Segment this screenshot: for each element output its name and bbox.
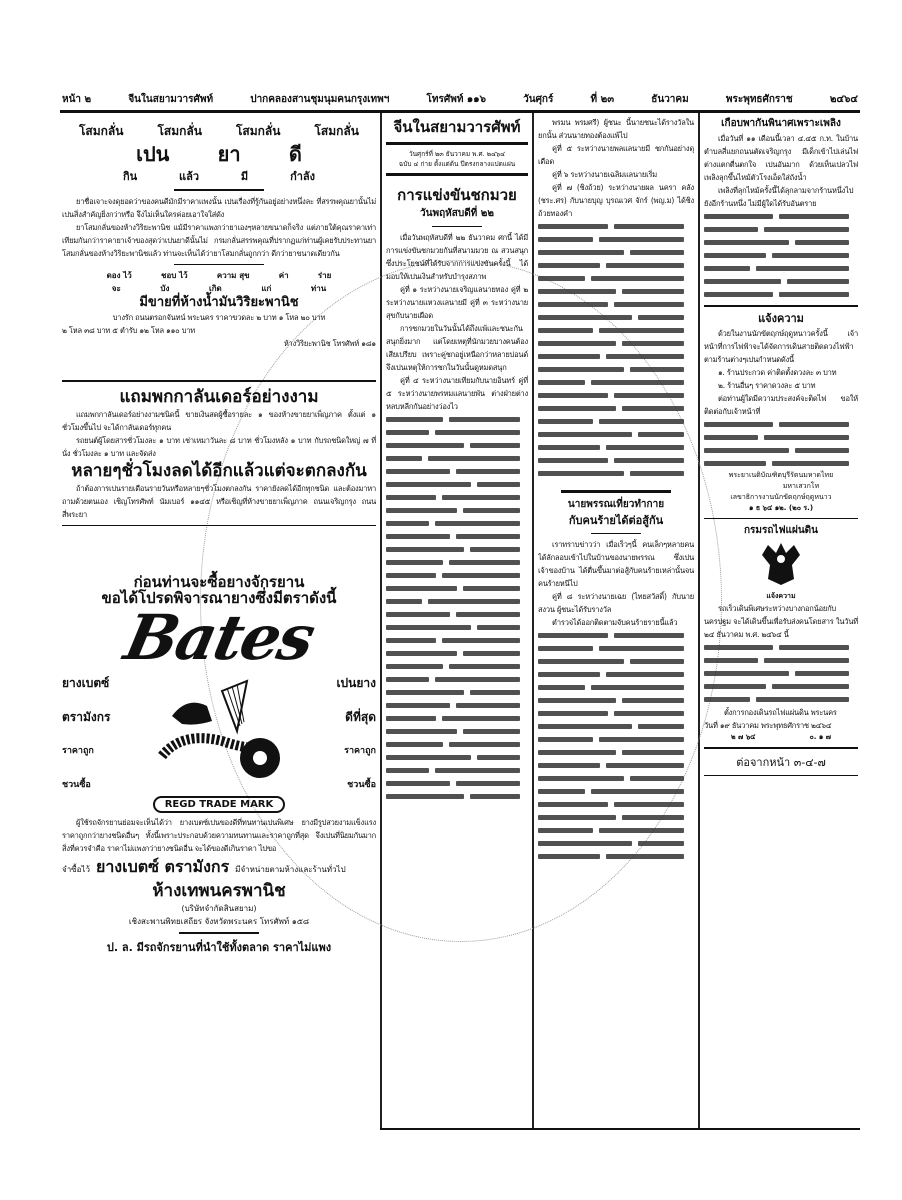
headline-word: ยา [217, 142, 241, 166]
article-paragraph: คู่ที่ ๕ ระหว่างนายพลแลนายมี ชกกันอย่างดุเดือด [538, 144, 694, 166]
bates-right-label: ชวนซื้อ [347, 780, 376, 790]
column-divider [532, 113, 534, 1130]
date: ที่ ๒๓ [590, 93, 615, 105]
article2-paragraph: ตำรวจได้ออกติดตามจับคนร้ายรายนี้แล้ว [552, 618, 678, 627]
subline-word: มี [240, 170, 249, 183]
masthead [62, 88, 858, 110]
headline-word: ดี [288, 142, 302, 166]
bates-right-label: เปนยาง [336, 676, 376, 690]
bates-logo: Bates [118, 601, 320, 674]
benefit-word: แก่ [261, 284, 272, 293]
column-1 [62, 116, 376, 1130]
dragon-tire-illustration-icon [152, 676, 292, 786]
phone: โทรศัพท์ ๑๑๖ [426, 93, 486, 105]
column-2 [386, 116, 528, 1130]
article2-title: นายพรรณเที่ยวทำกาย [567, 499, 665, 510]
benefit-word: ท่าน [310, 284, 327, 293]
article-text-block [704, 641, 858, 706]
month: ธันวาคม [651, 93, 689, 105]
notice2-signature: ตั้งการกองเดินรถไฟแผ่นดิน พระนคร [724, 708, 837, 717]
ad-bates [62, 574, 376, 956]
divider [704, 305, 858, 307]
bottom-rule [380, 1128, 860, 1130]
paper-name: จีนในสยามวารศัพท์ [128, 93, 214, 105]
bates-left-label: ชวนซื้อ [62, 780, 91, 790]
divider [179, 932, 259, 934]
divider [704, 518, 858, 520]
bates-left-label: ราคาถูก [62, 746, 94, 756]
address: บางรัก ถนนตรอกจันทน์ พระนคร ราคาขวดละ ๒ บาท ๑ โหล ๒๐ บาท [112, 313, 326, 322]
divider [386, 173, 528, 176]
notice-signature: มหาเสวกโท [782, 481, 820, 490]
benefit-word: จะ [111, 284, 121, 293]
calendar-paragraph: รถยนต์ผู้โดยสารชั่วโมงละ ๑ บาท เช่าเหมาวันละ ๘ บาท ชั่วโมงหลัง ๑ บาท กับรถชนิดใหญ่ ๗ ที่นั่ง ชั่วโมงละ ๑ บาท และจัดส่ง [62, 435, 376, 458]
sold-at: มีจำหน่ายตามห้างและร้านทั่วไป [235, 865, 346, 874]
notice-paragraph: ต่อท่านผู้ใดมีความประสงค์จะติดไฟ ขอให้ติดต่อกับเจ้าหน้าที่ [704, 393, 858, 416]
calendar-headline: หลายๆชั่วโมงลดได้อีกแล้วแต่จะตกลงกัน [71, 460, 367, 481]
bates-right-label: ราคาถูก [344, 746, 376, 756]
bates-left-label: ยางเบตซ์ [62, 676, 110, 690]
bates-footer: ป. ล. มีรถจักรยานที่นำใช้ทั้งตลาด ราคาไม่แพง [106, 940, 332, 954]
ad-tonic [62, 122, 376, 350]
signature: ห้างวิริยะพานิช โทรศัพท์ ๑๘๑ [283, 339, 376, 348]
article-text-block [538, 220, 694, 480]
notice2-code: ๐. ๑ ๗ [809, 733, 831, 741]
weekday: วันศุกร์ [523, 93, 554, 105]
tonic-brand: โสมกลั่น [78, 124, 124, 138]
article2-paragraph: เราทราบข่าวว่า เมื่อเร็วๆนี้ คนเล็กๆหลายคนได้ลักลอบเข้าไปในบ้านของนายพรรณ ซึ่งเปนเจ้าของบ้าน ได้ตื่นขึ้นมาต่อสู้กับคนร้ายเหล่านั้นจนคนร้ายหนีไป [538, 540, 694, 588]
subline-word: กำลัง [290, 170, 316, 183]
calendar-title: แถมพกกาลันเดอร์อย่างงาม [119, 386, 319, 407]
bates-left-label: ตรามังกร [62, 710, 111, 724]
company-name: ห้างเทพนครพานิช [152, 881, 286, 901]
notice2-code: ๒ ๗ ๖๔ [730, 733, 756, 741]
benefit-word: ร่าย [317, 271, 332, 280]
masthead-rule [60, 110, 860, 113]
ad-calendar [62, 386, 376, 521]
brand-line: ยางเบตซ์ ตรามังกร [95, 857, 230, 876]
notice2-paragraph: รถเร็วเดินพิเศษระหว่างบางกอกน้อยกับนครปฐม จะได้เดินขึ้นเพื่อรับส่งคนโดยสาร ในวันที่ ๒๔ ธันวาคม พ.ศ. ๒๔๖๔ นี้ [704, 604, 858, 639]
divider [62, 525, 376, 527]
bates-paragraph: ผู้ใช้รถจักรยานย่อมจะเห็นได้ว่า ยางเบตซ์เปนของดีที่ทนทานเปนพิเศษ ยางมีรูปสวยงามแข็งแรง ราคาถูกกว่ายางชนิดอื่นๆ ทั้งนี้เพราะประกอบด้วยความทนทานและราคาถูกที่สุด จึงเปนที่นิยมกันมาก สิ่งที่ควรจำคือ ราคาไม่แพงกว่ายางชนิดอื่น จะได้ของดีเกินราคา ไปขอ [62, 818, 376, 853]
trademark-badge: REGD TRADE MARK [153, 796, 286, 813]
column-4 [704, 116, 858, 1130]
tonic-brand: โสมกลั่น [157, 124, 202, 138]
bates-right-label: ดีที่สุด [345, 710, 376, 724]
divider [591, 533, 641, 534]
tonic-paragraph: ยาชื่อเจาะจงดุยอดว่าของคนดีมักมีราคาแพงนั้น เปนเรื่องที่รู้กันอยู่อย่างหนึ่งละ ที่สรรพคุณยานั้นไม่เปนสิ่งสำคัญยิ่งกว่าหรือ จึงไม่เห็นใครค่อยเอาใจใส่ดัง [62, 196, 376, 219]
notice-signature: เลขาธิการงานนักขัตฤกษ์ฤดูหนาว [730, 492, 832, 501]
tonic-brand: โสมกลั่น [314, 124, 359, 138]
article-paragraph: เมื่อวันพฤหัสบดีที่ ๒๒ ธันวาคม ศกนี้ ได้มีการแข่งขันชกมวยกันที่สนามมวย ณ สวนสนุก ซึ่งประโยชน์ที่ได้รับจากการแข่งขันครั้งนี้ ได้มอบให้เปนเงินสำหรับบำรุงสภาพ [386, 233, 528, 281]
section-banner: จีนในสยามวารศัพท์ [393, 118, 521, 136]
seller: มีขายที่ห้างน้ำมันวิริยะพานิช [139, 295, 299, 310]
page-number: หน้า ๒ [62, 93, 92, 105]
article-title: เกือบพากันพินาศเพราะเพลิง [721, 118, 841, 129]
article2-paragraph: คู่ที่ ๘ ระหว่างนายเฉย (ไทยสวัสดิ์) กับนายสงวน ผู้ชนะได้รับรางวัล [538, 592, 694, 614]
ornamental-divider [561, 490, 670, 493]
bates-headline: ขอได้โปรดพิจารณายางซึ่งมีตราดังนี้ [101, 589, 337, 607]
era: พระพุทธศักราช [725, 93, 793, 105]
garuda-emblem-icon [756, 539, 806, 587]
tonic-brand: โสมกลั่น [235, 124, 281, 138]
tonic-paragraph: ยาโสมกลั่นของห้างวิริยะพานิช แม้มีราคาแพงกว่ายาเองๆหลายขนาดก็จริง แต่ภายใต้คุณราคาเท่าเทียมกันกว่าราคายาเจ้าของสุดว่าเปนยาดีนั้นไม่ กรมกลั่นสรรพคุณที่ปรากฏแก่ท่านผู้เคยรับประทานยาโสมกลั่นของห้างวิริยะพานิชแล้ว ท่านจะเห็นได้ว่ายาโสมกลั่นถูกกว่า ดีกว่ายาขนาดเดียวกัน [62, 222, 376, 258]
benefit-word: ความ สุข [216, 271, 250, 280]
notice-paragraph: ๑. ร้านประกวด ค่าติดตั้งดวงละ ๓ บาท [718, 367, 837, 377]
notice2-date: วันที่ ๑๙ ธันวาคม พระพุทธศักราช ๒๔๖๔ [704, 721, 832, 730]
subline-word: แล้ว [179, 170, 200, 183]
column-3 [538, 116, 694, 1130]
article-paragraph: คู่ที่ ๑ ระหว่างนายเจริญแลนายทอง คู่ที่ ๒ ระหว่างนายแหวงแลนายมี คู่ที่ ๓ ระหว่างนายสุขกับนายเผือด [386, 285, 528, 320]
subline-word: กิน [122, 170, 138, 183]
continued-note: ต่อจากหน้า ๓-๔-๗ [736, 755, 826, 769]
banner-sub: วันศุกร์ที่ ๒๓ ธันวาคม พ.ศ. ๒๔๖๔ [408, 150, 506, 158]
notice2-title: กรมรถไฟแผ่นดิน [743, 525, 819, 536]
divider [704, 775, 858, 777]
article-paragraph: เพลิงที่ลุกไหม้ครั้งนี้ได้ลุกลามจากร้านหนึ่งไปยังอีกร้านหนึ่ง ไม่มีผู้ใดได้รับอันตราย [704, 186, 854, 208]
notice-paragraph: ๒. ร้านอื่นๆ ราคาดวงละ ๕ บาท [718, 380, 816, 390]
notice-paragraph: ด้วยในงานนักขัตฤกษ์ฤดูหนาวครั้งนี้ เจ้าหน้าที่การไฟฟ้าจะได้จัดการเดินสายติดดวงไฟฟ้าตามร้านต่างๆเปนกำหนดดังนี้ [704, 328, 858, 364]
notice-date: ๑ ธ ๖๔ ๑๒. (๒๐ ร.) [748, 503, 814, 512]
article-text-block [704, 418, 858, 470]
notice-title: แจ้งความ [758, 311, 804, 325]
article-text-block [386, 413, 528, 803]
article-paragraph: คู่ที่ ๔ ระหว่างนายเทียมกับนายอินทร์ คู่ที่ ๕ ระหว่างนายพรหมแลนายพัน ต่างฝ่ายต่างหลบหลีกกันอย่างว่องไว [386, 376, 528, 411]
article-paragraph: การชกมวยในวันนั้นได้ถึงแพ้และชนะกันสนุกยิ่งมาก แต่โดยเหตุที่นักมวยบางคนต้องเสียเปรียบ เพราะคู่ชกอยู่เหนือกว่าหลายปอนด์ จึงเปนเหตุให้การชกในวันนั้นดูหมดสนุก [386, 324, 528, 372]
company-address: เชิงสะพานพิทยเสถียร จังหวัดพระนคร โทรศัพท์ ๑๕๘ [128, 917, 310, 926]
article-paragraph: คู่ที่ ๖ ระหว่างนายเฉลิมแลนายเริ่ม [552, 170, 658, 179]
publisher: ปากคลองสานชุมนุมคนกรุงเทพฯ [250, 93, 390, 105]
divider [386, 142, 528, 145]
divider [62, 380, 376, 382]
year: ๒๔๖๔ [829, 93, 858, 105]
notice2-sub: แจ้งความ [766, 592, 796, 600]
article-paragraph: พรมน พรมศรี) ผู้ชนะ นี้นายชนะได้รางวัลในยกนั้น ส่วนนายทองต้องแพ้ไป [538, 118, 694, 140]
column-divider [380, 113, 382, 1130]
divider [432, 226, 482, 227]
buy-prefix: จำซื้อไว้ [62, 865, 90, 874]
article-text-block [704, 210, 858, 301]
column-divider [698, 113, 700, 1130]
benefit-word: เกิด [208, 284, 222, 293]
benefit-word: ค่า [278, 271, 289, 280]
banner-sub: ฉบับ ๔ ก่าย ตั้งแต่ต้น ปีตรงกลางแปดแผ่น [398, 160, 516, 168]
notice-signature: พระยาเนติบัณฑิตบุรีรัตนมหาดไทย [728, 470, 834, 479]
article-paragraph: เมื่อวันที่ ๑๑ เดือนนี้เวลา ๔.๔๕ ก.ท. ในบ้านตำบลสี่แยกถนนตัดเจริญกรุง มีเด็กเข้าไปเล่นไฟ ต่างแตกตื่นตกใจ เปนอันมาก ด้วยเห็นเปลวไฟ เพลิงลุกขึ้นไหม้ตัวโรงเอ็ดใส่ถังน้ำ [704, 134, 858, 182]
calendar-details: ถ้าต้องการเปนรายเดือนรายวันหรือหลายๆชั่วโมงตกลงกัน ราคายังลดได้อีกทุกชนิด และต้องมาหาถามด้วยตนเอง เชิญโทรศัพท์ นัมเบอร์ ๑๑๔๕ หรือเชิญที่ห้างขายยาเพ็ญภาค ถนนเจริญกรุง ถนนสี่พระยา [62, 483, 376, 519]
benefit-word: ดอง ไว้ [106, 271, 132, 280]
bates-headline: ก่อนท่านจะซื้อยางจักรยาน [133, 573, 305, 591]
article-title: การแข่งขันชกมวย [397, 186, 517, 204]
article-date: วันพฤหัสบดีที่ ๒๒ [420, 208, 494, 219]
company-sub: (บริษัทจำกัดสินสยาม) [181, 904, 257, 913]
divider [174, 264, 264, 266]
article-text-block [538, 629, 694, 863]
headline-word: เปน [136, 142, 170, 166]
divider [704, 747, 858, 749]
benefit-word: บัง [160, 284, 170, 293]
divider [174, 189, 264, 191]
benefit-word: ชอบ ไว้ [161, 271, 188, 280]
article2-title: กับคนร้ายได้ต่อสู้กัน [568, 514, 664, 527]
price: ๒ โหล ๓๘ บาท ๕ ตำรับ ๑๒ โหล ๑๑๐ บาท [62, 326, 196, 335]
article-paragraph: คู่ที่ ๗ (ชิงถ้วย) ระหว่างนายผล นครา คลัง (ชระ.ศร) กับนายบุญ บุรณเวศ จักร์ (พญ.ม) ได้ชิงถ้วยทองคำ [538, 183, 694, 218]
calendar-paragraph: แถมพกกาลันเดอร์อย่างงามชนิดนี้ ขายเงินสดผู้ซื้อรายละ ๑ ของห้างขายยาเพ็ญภาค ตั้งแต่ ๑ ชั่วโมงขึ้นไป จะได้กาลันเดอร์ทุกคน [62, 409, 376, 432]
